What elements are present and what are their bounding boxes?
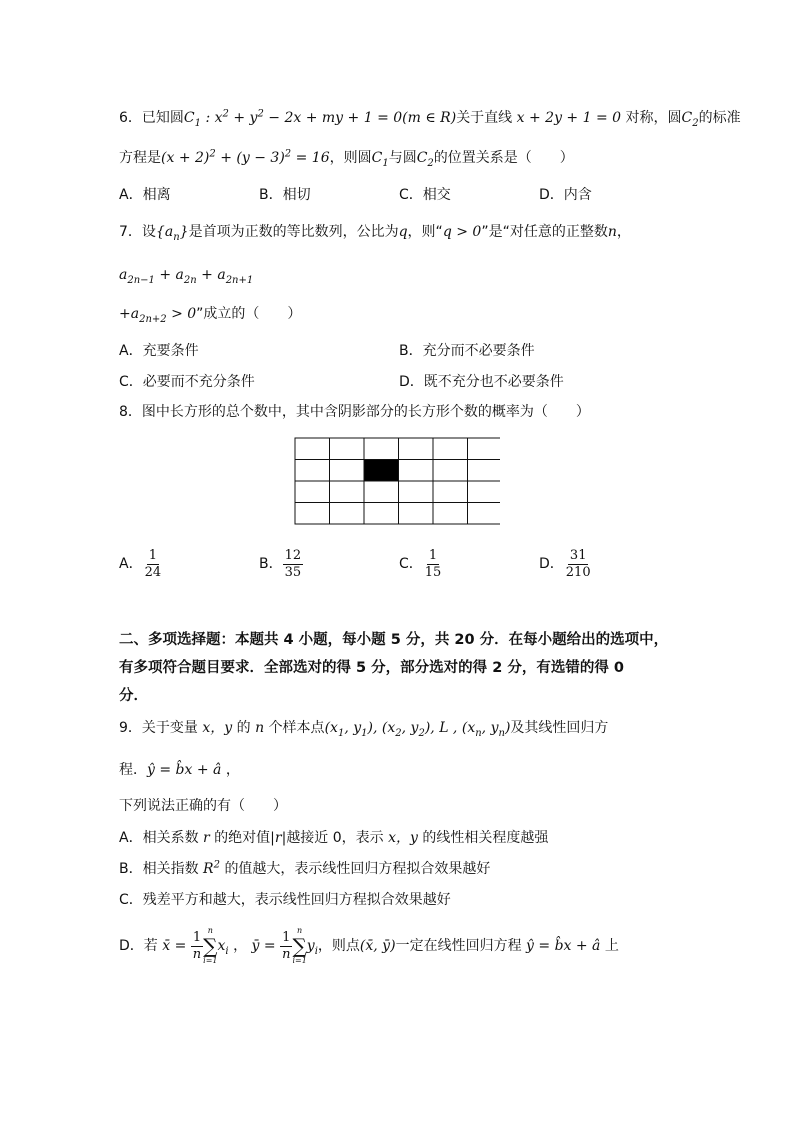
grid-cell-shaded xyxy=(364,460,399,482)
q6-text: ，则圆 xyxy=(329,150,372,166)
q9-text: 及其线性回归方 xyxy=(510,720,609,736)
q9-text: 上 xyxy=(604,938,619,954)
q7-line1 xyxy=(119,221,631,243)
q9-option-b xyxy=(119,858,490,880)
option-label: D． xyxy=(539,556,564,572)
grid-cell xyxy=(468,460,501,482)
q9-text: 的值越大，表示线性回归方程拟合效果越好 xyxy=(224,861,491,877)
grid-cell xyxy=(399,481,434,503)
fraction: $\frac{1}{n}$ xyxy=(192,929,202,962)
q9-line1 xyxy=(119,717,608,739)
numerator: 12 xyxy=(284,547,302,563)
q6-option-d: D．内含 xyxy=(539,187,592,203)
option-label: A． xyxy=(119,556,143,572)
section2-line1: 二、多项选择题：本题共 4 小题，每小题 5 分，共 20 分．在每小题给出的选项中， xyxy=(119,632,669,648)
q6-text: 对称，圆 xyxy=(625,110,682,126)
q7-option-a: A．充要条件 xyxy=(119,343,199,359)
q8-option-a xyxy=(119,544,163,584)
denominator: 35 xyxy=(284,564,302,580)
q9-line3: 下列说法正确的有（ ） xyxy=(119,798,287,814)
option-label: B． xyxy=(259,556,283,572)
q7-option-d: D．既不充分也不必要条件 xyxy=(399,374,564,390)
q6-c2: $C_2$ xyxy=(681,110,699,129)
grid-cell xyxy=(295,460,330,482)
q7-cond: q > 0 xyxy=(442,224,482,240)
section2-line2: 有多项符合题目要求．全部选对的得 5 分，部分选对的得 2 分，有选错的得 0 xyxy=(119,660,625,676)
q9-points: ($x_1$, $y_1$), ($x_2$, $y_2$), L , ($x_n$, $y_n$) xyxy=(324,720,511,739)
denominator: 210 xyxy=(565,564,591,580)
grid-cell xyxy=(468,481,501,503)
q9-line2 xyxy=(119,759,240,781)
q7-option-b: B．充分而不必要条件 xyxy=(399,343,535,359)
grid-cell xyxy=(433,503,468,525)
numerator: 1 xyxy=(148,547,157,563)
q6-circle-c1-eq: $C_1$ : $x^2 + y^2 - 2x$ + my + 1 = 0(m ∈ R) xyxy=(183,108,457,129)
q6-line1 xyxy=(119,107,741,129)
q9-r: r xyxy=(198,830,215,846)
q9-option-c: C．残差平方和越大，表示线性回归方程拟合效果越好 xyxy=(119,892,451,908)
q7-formula-tail: $+a_{2n+2} > 0$ xyxy=(119,306,197,325)
q7-line2-formula: $a_{2n-1} + a_{2n} + a_{2n+1}$ xyxy=(119,267,254,286)
q6-text: 与圆 xyxy=(388,150,417,166)
q7-line3 xyxy=(119,303,301,325)
q6-line2 xyxy=(119,147,574,169)
grid-cell xyxy=(295,503,330,525)
q9-text: 程． xyxy=(119,762,147,778)
sigma-symbol: n ∑ i=1 xyxy=(203,926,218,965)
q9-text: 的线性相关程度越强 xyxy=(422,830,549,846)
sigma-symbol: n ∑ i=1 xyxy=(292,926,307,965)
q7-option-c: C．必要而不充分条件 xyxy=(119,374,255,390)
q6-circle-c2-eq: $(x + 2)^2 + (y - 3)^2 = 16$ xyxy=(161,148,330,166)
grid-cell xyxy=(364,503,399,525)
grid-cell xyxy=(330,460,365,482)
grid-cell xyxy=(364,438,399,460)
denominator: 15 xyxy=(424,564,442,580)
grid-cell xyxy=(330,438,365,460)
rectangle-grid-figure xyxy=(294,437,500,526)
fraction xyxy=(283,548,304,581)
q9-text: ，则点 xyxy=(317,938,360,954)
q9-abs-r: |r| xyxy=(270,830,287,846)
q7-text: ”成立的（ ） xyxy=(196,306,302,322)
fraction xyxy=(143,548,164,581)
q7-text: 7．设 xyxy=(119,224,156,240)
q9-r2: $R^2$ xyxy=(198,859,220,877)
grid-cell xyxy=(330,503,365,525)
fraction xyxy=(423,548,444,581)
option-label: C． xyxy=(399,556,423,572)
grid-cell xyxy=(433,460,468,482)
q9-vars: x，y xyxy=(197,720,237,736)
q9-point-mean: (x̄, ȳ) xyxy=(359,938,396,954)
q6-line-eq: x + 2y + 1 = 0 xyxy=(512,110,626,126)
q8-option-c xyxy=(399,544,443,584)
q8-option-d xyxy=(539,544,593,584)
q7-text: ，则“ xyxy=(407,224,443,240)
q6-text: 的位置关系是（ ） xyxy=(433,150,574,166)
q9-text: D．若 xyxy=(119,938,158,954)
grid-cell xyxy=(433,481,468,503)
q7-seq: $\{a_n\}$ xyxy=(155,224,189,243)
q9-xbar-def: x̄ = $\frac{1}{n}$ n ∑ i=1 $x_i$ xyxy=(162,926,229,965)
denominator: 24 xyxy=(144,564,162,580)
numerator: 1 xyxy=(428,547,438,563)
grid-cell xyxy=(330,481,365,503)
grid-cell xyxy=(433,438,468,460)
grid-cell xyxy=(295,481,330,503)
grid-cell xyxy=(295,438,330,460)
grid-cell xyxy=(468,438,501,460)
q9-option-a xyxy=(119,827,548,849)
q8-stem: 8．图中长方形的总个数中，其中含阴影部分的长方形个数的概率为（ ） xyxy=(119,404,590,420)
q6-option-b: B．相切 xyxy=(259,187,311,203)
q6-option-c: C．相交 xyxy=(399,187,451,203)
q9-text: 的 xyxy=(236,720,251,736)
q9-ybar-def: ȳ = $\frac{1}{n}$ n ∑ i=1 $y_i$ xyxy=(251,926,318,965)
q9-comma: ， xyxy=(233,938,248,954)
q7-text: ， xyxy=(616,224,631,240)
grid-cell xyxy=(399,503,434,525)
fraction: $\frac{1}{n}$ xyxy=(282,929,291,962)
q6-c1: $C_1$ xyxy=(371,150,389,169)
q9-text: 9．关于变量 xyxy=(119,720,198,736)
grid-cell xyxy=(399,438,434,460)
q7-q: q xyxy=(398,224,408,240)
q6-text: 关于直线 xyxy=(456,110,513,126)
q6-option-a: A．相离 xyxy=(119,187,171,203)
grid-cell xyxy=(468,503,501,525)
q9-regression-eq: ŷ = b̂x + â xyxy=(521,938,605,954)
grid-cell xyxy=(364,481,399,503)
q6-text: 的标准 xyxy=(698,110,741,126)
q9-text: 越接近 0，表示 xyxy=(286,830,384,846)
q6-text: 方程是 xyxy=(119,150,161,166)
q9-text: B．相关指数 xyxy=(119,861,199,877)
q9-text: 的绝对值 xyxy=(214,830,271,846)
q9-vars: x，y xyxy=(383,830,423,846)
q7-text: ”是“对任意的正整数 xyxy=(481,224,608,240)
q9-comma: ， xyxy=(225,762,240,778)
section2-line3: 分． xyxy=(119,688,148,704)
q6-c2: $C_2$ xyxy=(416,150,434,169)
q7-n: n xyxy=(607,224,617,240)
q9-n: n xyxy=(250,720,269,736)
q9-text: 个样本点 xyxy=(268,720,325,736)
q9-text: 一定在线性回归方程 xyxy=(395,938,522,954)
q8-option-b xyxy=(259,544,303,584)
grid-cell xyxy=(399,460,434,482)
q9-regression-eq: ŷ = b̂x + â xyxy=(147,762,226,778)
fraction xyxy=(564,548,593,581)
q9-option-d xyxy=(119,926,619,966)
q7-text: 是首项为正数的等比数列，公比为 xyxy=(188,224,399,240)
q6-text: 6．已知圆 xyxy=(119,110,184,126)
q9-text: A．相关系数 xyxy=(119,830,199,846)
numerator: 31 xyxy=(569,547,587,563)
